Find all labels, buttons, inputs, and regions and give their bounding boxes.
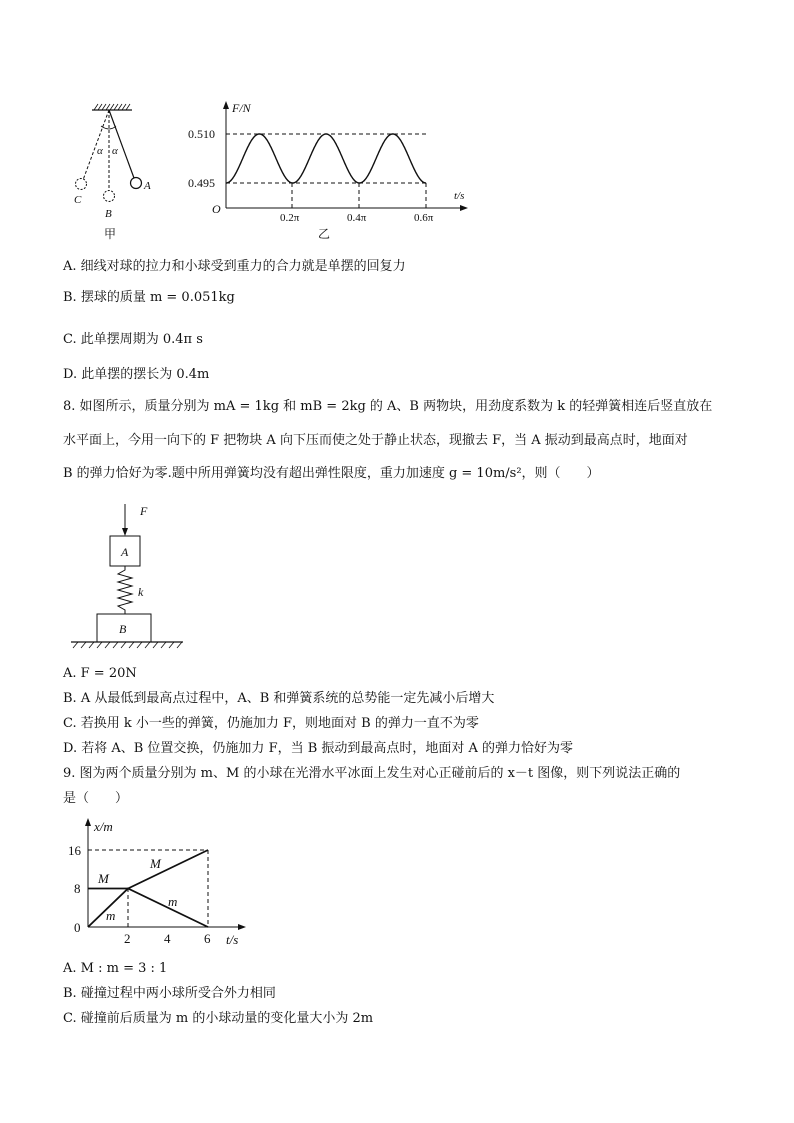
- xt-xlabel: t/s: [226, 932, 239, 947]
- pendulum-caption: 甲: [104, 227, 117, 241]
- q8-option-d: D. 若将 A、B 位置交换，仍施加力 F，当 B 振动到最高点时，地面对 A 的弹力恰好为零: [63, 741, 574, 756]
- xt-ylabel: x/m: [94, 819, 113, 834]
- xt-label-m-before: m: [106, 908, 116, 923]
- ft-xlabel: t/s: [454, 190, 465, 202]
- ft-xtick-04pi: 0.4π: [347, 212, 367, 224]
- xt-xtick-4: 4: [164, 931, 171, 946]
- spring-blocks-figure: [65, 500, 195, 655]
- q8-stem-line-2: 水平面上，今用一向下的 F 把物块 A 向下压而使之处于静止状态，现撤去 F，当 A 振动到最高点时，地面对: [63, 433, 688, 448]
- ft-ytick-0510: 0.510: [188, 127, 215, 141]
- xt-ytick-0: 0: [74, 920, 81, 935]
- q7-option-a: A. 细线对球的拉力和小球受到重力的合力就是单摆的回复力: [63, 259, 406, 274]
- xt-xtick-2: 2: [124, 931, 131, 946]
- ft-caption: 乙: [318, 227, 331, 241]
- xt-label-M-before: M: [98, 871, 109, 886]
- xt-xtick-6: 6: [204, 931, 211, 946]
- q9-stem-line-1: 9. 图为两个质量分别为 m、M 的小球在光滑水平冰面上发生对心正碰前后的 x－t 图像，则下列说法正确的: [63, 766, 681, 781]
- spring-force-label: F: [140, 504, 148, 518]
- ft-xtick-06pi: 0.6π: [414, 212, 434, 224]
- q9-option-b: B. 碰撞过程中两小球所受合外力相同: [63, 986, 276, 1001]
- angle-label-right: α: [112, 145, 118, 157]
- q9-option-a: A. M : m = 3 : 1: [63, 961, 168, 976]
- xt-label-m-after: m: [168, 894, 178, 909]
- position-time-graph: [60, 812, 260, 952]
- block-b-label: B: [119, 622, 127, 636]
- xt-ytick-16: 16: [68, 843, 81, 858]
- angle-label-left: α: [97, 145, 103, 157]
- ft-ylabel: F/N: [232, 101, 251, 115]
- ft-origin: O: [212, 202, 221, 216]
- q8-option-c: C. 若换用 k 小一些的弹簧，仍施加力 F，则地面对 B 的弹力一直不为零: [63, 716, 479, 731]
- q8-stem-line-3: B 的弹力恰好为零.题中所用弹簧均没有超出弹性限度，重力加速度 g = 10m/s²，则（ ）: [63, 466, 600, 481]
- pendulum-figure: [60, 100, 160, 245]
- q9-option-c: C. 碰撞前后质量为 m 的小球动量的变化量大小为 2m: [63, 1011, 374, 1026]
- block-a-label: A: [121, 545, 129, 559]
- bob-label-a: A: [144, 180, 151, 192]
- q9-stem-line-2: 是（ ）: [63, 791, 129, 806]
- q7-option-c: C. 此单摆周期为 0.4π s: [63, 332, 203, 347]
- q8-option-b: B. A 从最低到最高点过程中，A、B 和弹簧系统的总势能一定先减小后增大: [63, 691, 495, 706]
- xt-label-M-after: M: [150, 856, 161, 871]
- spring-k-label: k: [138, 585, 144, 599]
- q7-option-b: B. 摆球的质量 m = 0.051kg: [63, 290, 235, 305]
- ft-ytick-0495: 0.495: [188, 176, 215, 190]
- q8-option-a: A. F = 20N: [63, 666, 137, 681]
- q7-option-d: D. 此单摆的摆长为 0.4m: [63, 367, 210, 382]
- force-time-graph: [180, 95, 480, 245]
- ft-xtick-02pi: 0.2π: [280, 212, 300, 224]
- force-curve: [226, 134, 426, 183]
- xt-ytick-8: 8: [74, 881, 81, 896]
- bob-label-c: C: [74, 194, 82, 206]
- bob-label-b: B: [105, 208, 112, 220]
- q8-stem-line-1: 8. 如图所示，质量分别为 mA = 1kg 和 mB = 2kg 的 A、B 两物块，用劲度系数为 k 的轻弹簧相连后竖直放在: [63, 399, 713, 414]
